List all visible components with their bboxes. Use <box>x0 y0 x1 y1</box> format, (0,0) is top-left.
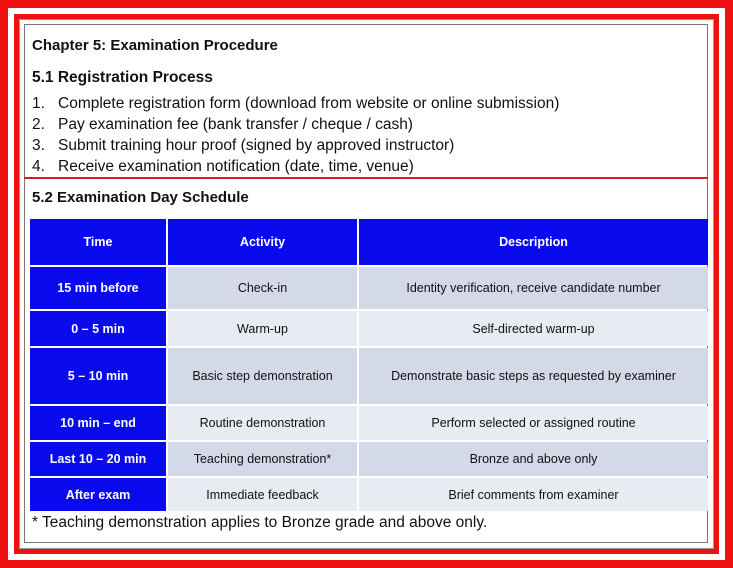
description-cell: Demonstrate basic steps as requested by examiner <box>359 348 708 404</box>
list-item <box>32 115 559 136</box>
list-item <box>32 157 559 178</box>
activity-cell: Immediate feedback <box>168 478 357 511</box>
table-row <box>30 267 708 309</box>
time-cell: 15 min before <box>30 267 166 309</box>
description-cell: Bronze and above only <box>359 442 708 476</box>
time-cell: Last 10 – 20 min <box>30 442 166 476</box>
column-header-activity: Activity <box>168 219 357 265</box>
step-number: 4. <box>32 158 45 175</box>
footnote: * Teaching demonstration applies to Bronze grade and above only. <box>32 514 488 531</box>
time-cell: 10 min – end <box>30 406 166 440</box>
table-row <box>30 478 708 511</box>
registration-steps-list <box>32 94 559 178</box>
step-number: 2. <box>32 116 45 133</box>
step-text: Complete registration form (download from website or online submission) <box>58 95 560 112</box>
description-cell: Perform selected or assigned routine <box>359 406 708 440</box>
section-heading-registration: 5.1 Registration Process <box>32 69 213 86</box>
table-row <box>30 348 708 404</box>
activity-cell: Basic step demonstration <box>168 348 357 404</box>
section-divider <box>24 177 708 179</box>
step-text: Receive examination notification (date, time, venue) <box>58 158 414 175</box>
table-row <box>30 406 708 440</box>
activity-cell: Routine demonstration <box>168 406 357 440</box>
table-row <box>30 311 708 346</box>
time-cell: 0 – 5 min <box>30 311 166 346</box>
list-item <box>32 94 559 115</box>
step-text: Submit training hour proof (signed by approved instructor) <box>58 137 455 154</box>
column-header-time: Time <box>30 219 166 265</box>
section-heading-schedule: 5.2 Examination Day Schedule <box>32 189 249 206</box>
step-number: 3. <box>32 137 45 154</box>
activity-cell: Teaching demonstration* <box>168 442 357 476</box>
table-row <box>30 442 708 476</box>
description-cell: Self-directed warm-up <box>359 311 708 346</box>
list-item <box>32 136 559 157</box>
step-text: Pay examination fee (bank transfer / cheque / cash) <box>58 116 413 133</box>
schedule-table <box>28 217 710 513</box>
chapter-title: Chapter 5: Examination Procedure <box>32 37 278 54</box>
step-number: 1. <box>32 95 45 112</box>
time-cell: After exam <box>30 478 166 511</box>
description-cell: Identity verification, receive candidate number <box>359 267 708 309</box>
activity-cell: Warm-up <box>168 311 357 346</box>
column-header-description: Description <box>359 219 708 265</box>
time-cell: 5 – 10 min <box>30 348 166 404</box>
table-header-row <box>30 219 708 265</box>
description-cell: Brief comments from examiner <box>359 478 708 511</box>
activity-cell: Check-in <box>168 267 357 309</box>
